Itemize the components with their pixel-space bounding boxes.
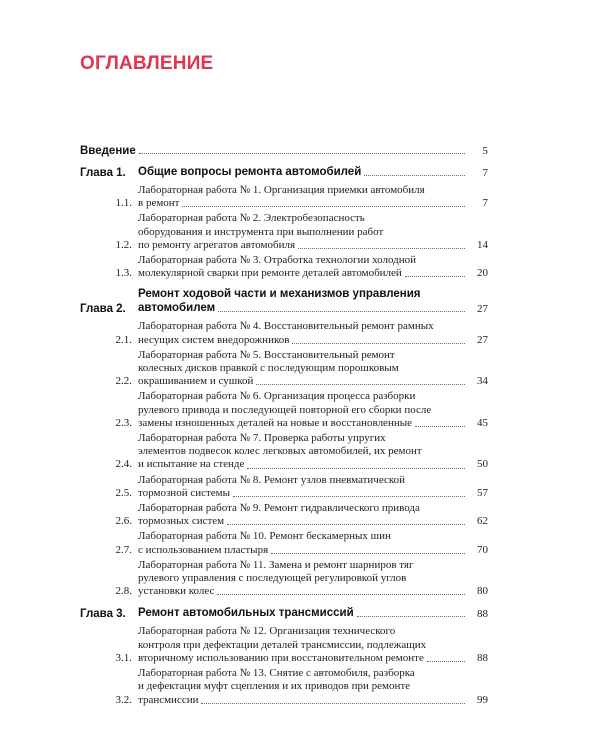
toc-entry-title xyxy=(138,390,468,430)
toc-entry-title xyxy=(138,432,468,472)
toc-page-number: 88 xyxy=(477,608,488,621)
toc-entry-title xyxy=(138,625,468,665)
toc-chapter-entry[interactable] xyxy=(80,287,488,315)
toc-section-number: 3.1. xyxy=(115,651,132,664)
toc-chapter-label: Глава 2. xyxy=(80,303,126,316)
toc-section-number: 2.1. xyxy=(115,333,132,346)
toc-title-line: несущих систем внедорожников xyxy=(138,333,290,346)
toc-title-line: автомобилем xyxy=(138,302,216,315)
page-title: ОГЛАВЛЕНИЕ xyxy=(80,53,214,74)
toc-leader-dots xyxy=(201,703,465,704)
toc-leader-dots xyxy=(218,311,465,312)
toc-leader-dots xyxy=(357,616,465,617)
toc-title-line: Лабораторная работа № 2. Электробезопасность xyxy=(138,212,365,225)
toc-section-number: 1.1. xyxy=(115,197,132,210)
toc-leader-dots xyxy=(217,594,465,595)
toc-entry-title xyxy=(138,287,468,315)
toc-section-number: 2.4. xyxy=(115,458,132,471)
table-of-contents xyxy=(80,145,488,707)
toc-leader-dots xyxy=(292,343,465,344)
toc-entry-title xyxy=(138,184,468,210)
toc-title-line: замены изношенных деталей на новые и восстановленные xyxy=(138,416,412,429)
toc-title-line: Ремонт ходовой части и механизмов управления xyxy=(138,288,421,301)
toc-title-line: элементов подвесок колес легковых автомобилей, их ремонт xyxy=(138,445,422,458)
toc-title-line: Лабораторная работа № 4. Восстановительный ремонт рамных xyxy=(138,320,434,333)
toc-title-line: контроля при дефектации деталей трансмиссии, подлежащих xyxy=(138,638,427,651)
toc-entry-title xyxy=(138,606,468,620)
toc-page-number: 20 xyxy=(477,267,488,280)
toc-entry-title xyxy=(138,212,468,252)
toc-section-entry[interactable] xyxy=(80,432,488,472)
toc-entry-title xyxy=(138,320,468,346)
toc-title-line: Ремонт автомобильных трансмиссий xyxy=(138,607,354,620)
toc-leader-dots xyxy=(256,384,465,385)
toc-entry-title xyxy=(138,667,468,707)
toc-leader-dots xyxy=(227,524,465,525)
toc-page-number: 99 xyxy=(477,693,488,706)
toc-page-number: 7 xyxy=(482,197,488,210)
toc-title-line: Лабораторная работа № 10. Ремонт бескамерных шин xyxy=(138,530,391,543)
toc-title-line: и дефектация муфт сцепления и их приводов при ремонте xyxy=(138,680,411,693)
toc-leader-dots xyxy=(427,661,465,662)
toc-entry-title xyxy=(138,165,468,179)
toc-page-number: 27 xyxy=(477,333,488,346)
toc-entry-title xyxy=(138,349,468,389)
toc-chapter-entry[interactable] xyxy=(80,165,488,179)
toc-title-line: Лабораторная работа № 9. Ремонт гидравлического привода xyxy=(138,502,420,515)
toc-leader-dots xyxy=(247,468,465,469)
toc-page-number: 27 xyxy=(477,303,488,316)
toc-title-line: тормозных систем xyxy=(138,515,225,528)
toc-section-number: 2.5. xyxy=(115,486,132,499)
toc-title-line: колесных дисков правкой с последующим порошковым xyxy=(138,362,399,375)
toc-title-line: Общие вопросы ремонта автомобилей xyxy=(138,166,362,178)
toc-title-line: Лабораторная работа № 3. Отработка технологии холодной xyxy=(138,254,417,267)
toc-title-line: тормозной системы xyxy=(138,486,231,499)
toc-entry-title xyxy=(138,254,468,280)
toc-title-line: рулевого привода и последующей повторной его сборки после xyxy=(138,403,432,416)
toc-section-number: 1.2. xyxy=(115,238,132,251)
toc-section-number: 3.2. xyxy=(115,693,132,706)
toc-section-entry[interactable] xyxy=(80,667,488,707)
toc-leader-dots xyxy=(364,175,465,176)
toc-title-line: Лабораторная работа № 7. Проверка работы упругих xyxy=(138,432,386,445)
toc-page-number: 14 xyxy=(477,238,488,251)
toc-chapter-entry[interactable] xyxy=(80,145,488,157)
toc-title-line: рулевого управления с последующей регулировкой углов xyxy=(138,572,407,585)
toc-section-entry[interactable] xyxy=(80,390,488,430)
toc-section-number: 2.8. xyxy=(115,585,132,598)
toc-section-entry[interactable] xyxy=(80,320,488,346)
toc-section-entry[interactable] xyxy=(80,212,488,252)
toc-section-entry[interactable] xyxy=(80,349,488,389)
toc-title-line: трансмиссии xyxy=(138,693,199,706)
toc-section-entry[interactable] xyxy=(80,625,488,665)
toc-section-entry[interactable] xyxy=(80,184,488,210)
toc-title-line: установки колес xyxy=(138,585,215,598)
toc-title-line: Лабораторная работа № 8. Ремонт узлов пневматической xyxy=(138,473,406,486)
toc-section-entry[interactable] xyxy=(80,530,488,556)
toc-entry-title xyxy=(138,502,468,528)
toc-title-line: окрашиванием и сушкой xyxy=(138,375,254,388)
toc-title-line: с использованием пластыря xyxy=(138,543,269,556)
toc-section-number: 2.7. xyxy=(115,543,132,556)
toc-title-line: Лабораторная работа № 12. Организация технического xyxy=(138,625,396,638)
toc-entry-title xyxy=(138,530,468,556)
toc-chapter-label: Введение xyxy=(80,145,136,157)
toc-page-number: 62 xyxy=(477,515,488,528)
toc-title-line: молекулярной сварки при ремонте деталей автомобилей xyxy=(138,267,402,280)
toc-leader-dots xyxy=(405,276,465,277)
toc-page-number: 34 xyxy=(477,375,488,388)
toc-entry-title xyxy=(138,474,468,500)
toc-page-number: 70 xyxy=(477,543,488,556)
toc-leader-dots xyxy=(182,206,465,207)
toc-leader-dots xyxy=(233,496,465,497)
toc-title-line: Лабораторная работа № 1. Организация приемки автомобиля xyxy=(138,184,425,196)
toc-section-entry[interactable] xyxy=(80,474,488,500)
toc-section-number: 2.6. xyxy=(115,515,132,528)
toc-title-line: в ремонт xyxy=(138,197,180,210)
toc-chapter-label: Глава 1. xyxy=(80,167,126,179)
toc-page-number: 5 xyxy=(482,145,488,157)
toc-section-number: 2.3. xyxy=(115,416,132,429)
toc-page-number: 7 xyxy=(482,167,488,179)
toc-title-line: вторичному использованию при восстановительном ремонте xyxy=(138,651,424,664)
toc-section-number: 1.3. xyxy=(115,267,132,280)
toc-page-number: 57 xyxy=(477,486,488,499)
toc-leader-dots xyxy=(271,553,465,554)
toc-title-line: Лабораторная работа № 13. Снятие с автомобиля, разборка xyxy=(138,667,415,680)
toc-page-number: 80 xyxy=(477,585,488,598)
toc-page-number: 88 xyxy=(477,651,488,664)
toc-title-line: Лабораторная работа № 6. Организация процесса разборки xyxy=(138,390,416,403)
toc-page-number: 50 xyxy=(477,458,488,471)
toc-section-number: 2.2. xyxy=(115,375,132,388)
toc-title-line: Лабораторная работа № 5. Восстановительный ремонт xyxy=(138,348,395,361)
toc-chapter-label: Глава 3. xyxy=(80,608,126,621)
toc-chapter-entry[interactable] xyxy=(80,606,488,620)
toc-title-line: оборудования и инструмента при выполнении работ xyxy=(138,225,384,238)
toc-section-entry[interactable] xyxy=(80,559,488,599)
toc-section-entry[interactable] xyxy=(80,502,488,528)
toc-title-line: и испытание на стенде xyxy=(138,458,245,471)
toc-leader-dots xyxy=(415,426,465,427)
toc-section-entry[interactable] xyxy=(80,254,488,280)
toc-leader-dots xyxy=(298,248,465,249)
toc-leader-dots xyxy=(139,153,465,154)
toc-title-line: по ремонту агрегатов автомобиля xyxy=(138,238,296,251)
toc-title-line: Лабораторная работа № 11. Замена и ремонт шарниров тяг xyxy=(138,558,414,571)
toc-page-number: 45 xyxy=(477,416,488,429)
toc-entry-title xyxy=(138,559,468,599)
